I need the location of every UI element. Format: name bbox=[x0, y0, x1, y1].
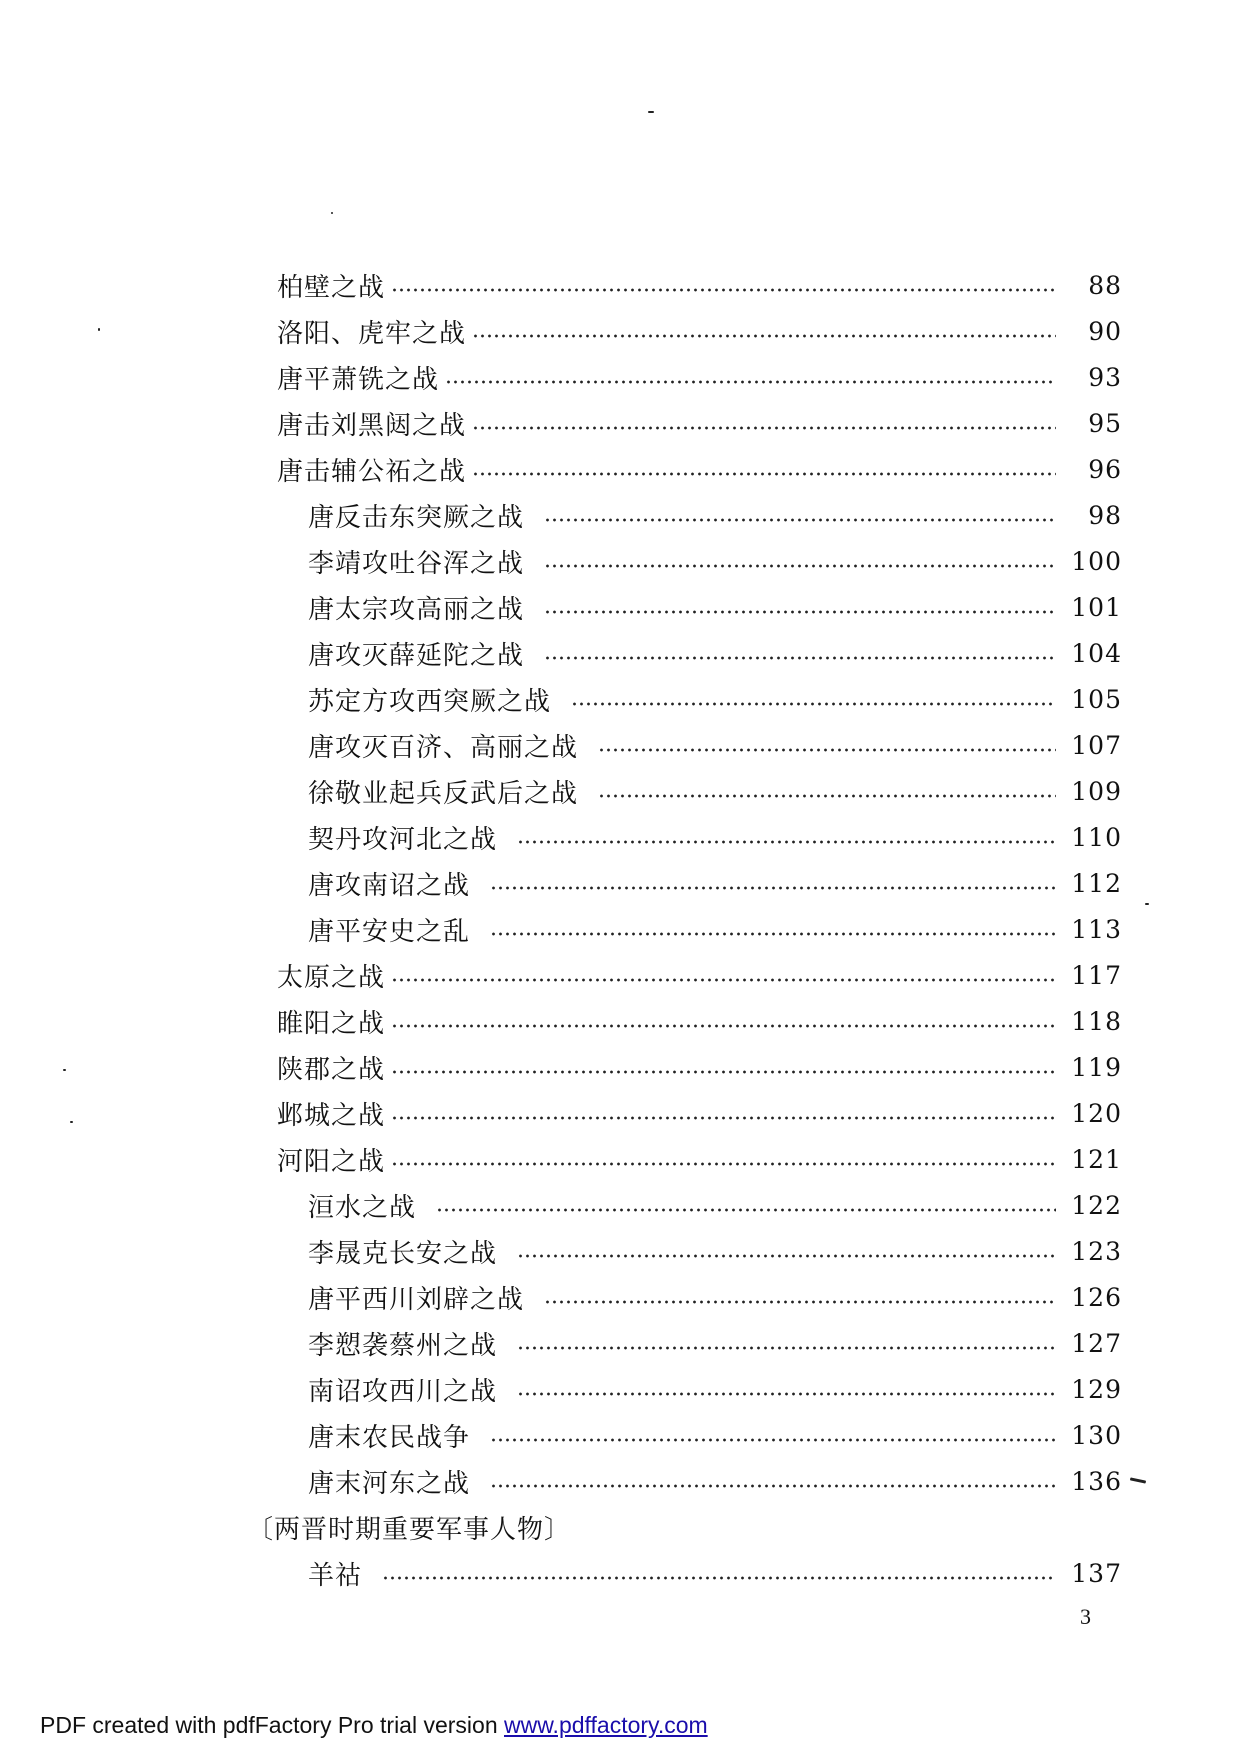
toc-entry bbox=[0, 354, 1240, 400]
toc-entry bbox=[0, 1458, 1240, 1504]
toc-leader-dots bbox=[571, 701, 1056, 707]
toc-entry-title: 唐反击东突厥之战 bbox=[308, 502, 525, 533]
toc-entry-title: 契丹攻河北之战 bbox=[308, 824, 498, 855]
toc-entry-title: 睢阳之战 bbox=[277, 1008, 386, 1039]
toc-entry-page: 90 bbox=[1088, 316, 1122, 346]
toc-leader-dots bbox=[472, 333, 1056, 339]
toc-leader-dots bbox=[598, 747, 1056, 753]
pdf-footer bbox=[40, 1712, 708, 1739]
toc-entry-title: 太原之战 bbox=[277, 962, 386, 993]
toc-entry bbox=[0, 768, 1240, 814]
toc-entry-title: 徐敬业起兵反武后之战 bbox=[308, 778, 579, 809]
toc-entry-title: 唐末河东之战 bbox=[308, 1468, 471, 1499]
toc-entry-page: 113 bbox=[1071, 914, 1122, 944]
toc-leader-dots bbox=[391, 1115, 1056, 1121]
toc-leader-dots bbox=[517, 1345, 1056, 1351]
toc-leader-dots bbox=[436, 1207, 1056, 1213]
toc-entry-title: 洛阳、虎牢之战 bbox=[277, 318, 467, 349]
toc-entry bbox=[0, 722, 1240, 768]
toc-entry bbox=[0, 262, 1240, 308]
toc-entry-page: 121 bbox=[1071, 1144, 1122, 1174]
toc-entry-page: 117 bbox=[1071, 960, 1122, 990]
toc-entry-title: 南诏攻西川之战 bbox=[308, 1376, 498, 1407]
toc-entry-page: 95 bbox=[1088, 408, 1122, 438]
toc-entry-title: 唐击辅公祏之战 bbox=[277, 456, 467, 487]
toc-entry-title: 羊祜 bbox=[308, 1560, 363, 1591]
scan-speck bbox=[648, 111, 654, 113]
toc-entry-page: 136 bbox=[1071, 1466, 1122, 1496]
toc-leader-dots bbox=[598, 793, 1056, 799]
toc-entry bbox=[0, 584, 1240, 630]
toc-entry-page: 96 bbox=[1088, 454, 1122, 484]
toc-entry-page: 137 bbox=[1071, 1558, 1122, 1588]
toc-entry-title: 洹水之战 bbox=[308, 1192, 417, 1223]
toc-entry bbox=[0, 1228, 1240, 1274]
toc-entry bbox=[0, 1182, 1240, 1228]
toc-entry-title: 陕郡之战 bbox=[277, 1054, 386, 1085]
toc-entry bbox=[0, 308, 1240, 354]
toc-entry bbox=[0, 814, 1240, 860]
toc-leader-dots bbox=[544, 609, 1056, 615]
toc-entry-title: 唐末农民战争 bbox=[308, 1422, 471, 1453]
toc-entry bbox=[0, 998, 1240, 1044]
toc-entry-page: 112 bbox=[1071, 868, 1122, 898]
toc-leader-dots bbox=[544, 563, 1056, 569]
toc-entry-page: 104 bbox=[1071, 638, 1122, 668]
toc-leader-dots bbox=[490, 1437, 1056, 1443]
toc-entry-page: 110 bbox=[1071, 822, 1122, 852]
toc-leader-dots bbox=[517, 1391, 1056, 1397]
toc-entry bbox=[0, 630, 1240, 676]
footer-link[interactable]: www.pdffactory.com bbox=[504, 1712, 708, 1738]
toc-entry bbox=[0, 1412, 1240, 1458]
toc-entry-title: 唐平萧铣之战 bbox=[277, 364, 440, 395]
toc-section-heading bbox=[0, 1504, 1240, 1550]
toc-entry-title: 柏壁之战 bbox=[277, 272, 386, 303]
toc-entry-title: 唐平西川刘辟之战 bbox=[308, 1284, 525, 1315]
toc-entry-title: 唐平安史之乱 bbox=[308, 916, 471, 947]
toc-entry bbox=[0, 1090, 1240, 1136]
toc-leader-dots bbox=[544, 655, 1056, 661]
toc-entry-title: 李愬袭蔡州之战 bbox=[308, 1330, 498, 1361]
toc-entry-page: 93 bbox=[1088, 362, 1122, 392]
toc-entry-title: 唐太宗攻高丽之战 bbox=[308, 594, 525, 625]
toc-entry-page: 109 bbox=[1071, 776, 1122, 806]
toc-entry bbox=[0, 860, 1240, 906]
toc-entry-page: 126 bbox=[1071, 1282, 1122, 1312]
toc-leader-dots bbox=[490, 885, 1056, 891]
toc-entry-title: 唐攻灭薛延陀之战 bbox=[308, 640, 525, 671]
scan-speck bbox=[331, 212, 333, 214]
toc-entry-page: 122 bbox=[1071, 1190, 1122, 1220]
toc-leader-dots bbox=[391, 977, 1056, 983]
footer-text: PDF created with pdfFactory Pro trial version bbox=[40, 1712, 504, 1738]
toc-entry bbox=[0, 1044, 1240, 1090]
toc-entry-page: 127 bbox=[1071, 1328, 1122, 1358]
toc-entry-page: 105 bbox=[1071, 684, 1122, 714]
toc-entry-page: 118 bbox=[1071, 1006, 1122, 1036]
toc-entry bbox=[0, 1366, 1240, 1412]
toc-entry bbox=[0, 952, 1240, 998]
toc-entry bbox=[0, 906, 1240, 952]
toc-entry bbox=[0, 400, 1240, 446]
toc-leader-dots bbox=[544, 517, 1056, 523]
toc-entry-title: 唐攻灭百济、高丽之战 bbox=[308, 732, 579, 763]
toc-leader-dots bbox=[391, 287, 1056, 293]
toc-entry-title: 邺城之战 bbox=[277, 1100, 386, 1131]
toc-entry bbox=[0, 1136, 1240, 1182]
toc-leader-dots bbox=[391, 1069, 1056, 1075]
toc-entry-title: 河阳之战 bbox=[277, 1146, 386, 1177]
toc-leader-dots bbox=[472, 471, 1056, 477]
toc-leader-dots bbox=[445, 379, 1056, 385]
toc-leader-dots bbox=[490, 931, 1056, 937]
toc-entry-page: 100 bbox=[1071, 546, 1122, 576]
toc-leader-dots bbox=[517, 1253, 1056, 1259]
toc-leader-dots bbox=[391, 1161, 1056, 1167]
toc-entry-page: 88 bbox=[1088, 270, 1122, 300]
toc-entry bbox=[0, 1320, 1240, 1366]
page-number: 3 bbox=[1080, 1604, 1091, 1629]
toc-entry-page: 120 bbox=[1071, 1098, 1122, 1128]
toc-entry-page: 98 bbox=[1088, 500, 1122, 530]
table-of-contents bbox=[0, 262, 1240, 1596]
toc-entry-title: 李靖攻吐谷浑之战 bbox=[308, 548, 525, 579]
toc-entry bbox=[0, 538, 1240, 584]
toc-entry-title: 苏定方攻西突厥之战 bbox=[308, 686, 552, 717]
toc-entry-title: 唐击刘黑闼之战 bbox=[277, 410, 467, 441]
toc-entry bbox=[0, 676, 1240, 722]
toc-entry-title: 唐攻南诏之战 bbox=[308, 870, 471, 901]
toc-entry-page: 107 bbox=[1071, 730, 1122, 760]
toc-entry bbox=[0, 1550, 1240, 1596]
toc-entry-title: 李晟克长安之战 bbox=[308, 1238, 498, 1269]
toc-leader-dots bbox=[517, 839, 1056, 845]
toc-entry-page: 123 bbox=[1071, 1236, 1122, 1266]
toc-leader-dots bbox=[544, 1299, 1056, 1305]
toc-entry-page: 129 bbox=[1071, 1374, 1122, 1404]
toc-entry-page: 130 bbox=[1071, 1420, 1122, 1450]
toc-entry-title: 〔两晋时期重要军事人物〕 bbox=[247, 1514, 572, 1545]
toc-entry-page: 101 bbox=[1071, 592, 1122, 622]
toc-entry-page: 119 bbox=[1071, 1052, 1122, 1082]
toc-leader-dots bbox=[391, 1023, 1056, 1029]
toc-leader-dots bbox=[472, 425, 1056, 431]
toc-entry bbox=[0, 492, 1240, 538]
toc-entry bbox=[0, 446, 1240, 492]
toc-entry bbox=[0, 1274, 1240, 1320]
toc-leader-dots bbox=[490, 1483, 1056, 1489]
toc-leader-dots bbox=[382, 1575, 1056, 1581]
